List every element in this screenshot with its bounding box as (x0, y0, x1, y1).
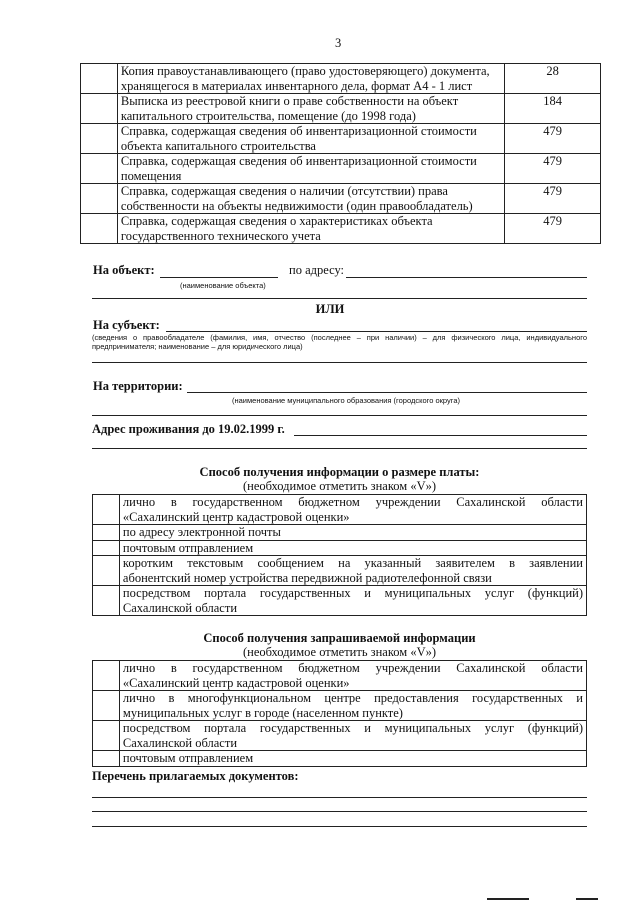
payment-option-text (119, 556, 586, 586)
payment-checkbox-cell[interactable] (93, 556, 120, 586)
attachments-line-1[interactable] (92, 797, 587, 798)
attachments-label: Перечень прилагаемых документов: (92, 769, 299, 783)
residence-line[interactable] (294, 435, 587, 436)
territory-line[interactable] (187, 392, 587, 393)
delivery-option-line1: посредством портала государственных и муниципальных услуг (функций) (122, 721, 583, 735)
fee-checkbox-cell[interactable] (81, 94, 118, 124)
delivery-option-text (119, 691, 586, 721)
fee-price: 184 (505, 94, 601, 124)
payment-method-title: Способ получения информации о размере платы: (199, 465, 480, 479)
territory-hint: (наименование муниципального образования (городского округа) (232, 396, 460, 405)
delivery-option-line2: Сахалинской области (122, 735, 238, 750)
fees-table (80, 63, 601, 244)
payment-option-row (93, 525, 587, 541)
payment-option-text (119, 586, 586, 616)
delivery-checkbox-cell[interactable] (93, 691, 120, 721)
territory-extra-line[interactable] (92, 415, 587, 416)
fee-service-text: Справка, содержащая сведения о наличии (отсутствии) права собственности на объекты недвижимости (один правообладатель) (117, 184, 504, 214)
fee-checkbox-cell[interactable] (81, 214, 118, 244)
residence-extra-line[interactable] (92, 448, 587, 449)
payment-option-line1: посредством портала государственных и муниципальных услуг (функций) (122, 586, 583, 600)
delivery-option-row (93, 691, 587, 721)
payment-option-line2: Сахалинской области (122, 600, 238, 615)
fee-row (81, 124, 601, 154)
fee-price: 479 (505, 184, 601, 214)
fee-service-text: Справка, содержащая сведения о характеристиках объекта государственного технического учета (117, 214, 504, 244)
delivery-method-subtitle: (необходимое отметить знаком «V») (242, 645, 437, 659)
fee-price: 479 (505, 214, 601, 244)
fee-service-text: Справка, содержащая сведения об инвентаризационной стоимости объекта капитального строительства (117, 124, 504, 154)
object-address-label: по адресу: (289, 263, 345, 277)
delivery-checkbox-cell[interactable] (93, 721, 120, 751)
delivery-checkbox-cell[interactable] (93, 751, 120, 767)
fee-price: 479 (505, 124, 601, 154)
payment-option-row (93, 586, 587, 616)
object-label: На объект: (93, 263, 155, 277)
object-hint: (наименование объекта) (180, 281, 266, 290)
subject-extra-line[interactable] (92, 362, 587, 363)
delivery-option-row (93, 751, 587, 767)
fee-row (81, 154, 601, 184)
delivery-option-line2: муниципальных услуг в городе (населенном пункте) (122, 705, 403, 720)
fee-row (81, 94, 601, 124)
payment-option-line1: почтовым отправлением (122, 540, 254, 555)
fee-service-text: Справка, содержащая сведения об инвентаризационной стоимости помещения (117, 154, 504, 184)
delivery-option-line1: почтовым отправлением (122, 751, 254, 765)
payment-option-text (119, 495, 586, 525)
payment-option-line1: коротким текстовым сообщением на указанный заявителем в заявлении (122, 556, 583, 570)
fee-checkbox-cell[interactable] (81, 64, 118, 94)
object-name-line[interactable] (160, 277, 278, 278)
fee-row (81, 214, 601, 244)
payment-method-table (92, 494, 587, 616)
payment-checkbox-cell[interactable] (93, 525, 120, 541)
payment-option-line2: «Сахалинский центр кадастровой оценки» (122, 509, 350, 524)
fee-row (81, 64, 601, 94)
delivery-option-row (93, 661, 587, 691)
footer-mark-1 (487, 898, 529, 900)
territory-label: На территории: (93, 379, 183, 393)
object-address-line[interactable] (346, 277, 587, 278)
fee-checkbox-cell[interactable] (81, 124, 118, 154)
fee-checkbox-cell[interactable] (81, 184, 118, 214)
payment-option-text (119, 540, 586, 556)
subject-line[interactable] (166, 331, 587, 332)
footer-mark-2 (576, 898, 598, 900)
or-label: ИЛИ (315, 302, 345, 316)
delivery-checkbox-cell[interactable] (93, 661, 120, 691)
fee-checkbox-cell[interactable] (81, 154, 118, 184)
fee-price: 479 (505, 154, 601, 184)
payment-option-row (93, 540, 587, 556)
payment-option-text (119, 525, 586, 541)
delivery-option-text (119, 661, 586, 691)
payment-checkbox-cell[interactable] (93, 586, 120, 616)
delivery-option-row (93, 721, 587, 751)
fee-row (81, 184, 601, 214)
fee-service-text: Копия правоустанавливающего (право удостоверяющего) документа, хранящегося в материалах инвентарного дела, формат А4 - 1 лист (117, 64, 504, 94)
delivery-option-text (119, 751, 586, 767)
payment-checkbox-cell[interactable] (93, 540, 120, 556)
payment-option-row (93, 556, 587, 586)
delivery-option-text (119, 721, 586, 751)
fee-price: 28 (505, 64, 601, 94)
fee-service-text: Выписка из реестровой книги о праве собственности на объект капитального строительства, помещение (до 1998 года) (117, 94, 504, 124)
payment-method-subtitle: (необходимое отметить знаком «V») (242, 479, 437, 493)
payment-option-line2: абонентский номер устройства передвижной радиотелефонной связи (122, 570, 492, 585)
delivery-method-table (92, 660, 587, 767)
payment-checkbox-cell[interactable] (93, 495, 120, 525)
payment-option-row (93, 495, 587, 525)
delivery-method-title: Способ получения запрашиваемой информации (203, 631, 476, 645)
delivery-option-line2: «Сахалинский центр кадастровой оценки» (122, 675, 350, 690)
attachments-line-3[interactable] (92, 826, 587, 827)
subject-label: На субъект: (93, 318, 160, 332)
subject-hint: (сведения о правообладателе (фамилия, имя, отчество (последнее – при наличии) – для физического лица, индивидуального предпринимателя; наименование – для юридического лица) (92, 333, 587, 351)
delivery-option-line1: лично в многофункциональном центре предоставления государственных и (122, 691, 583, 705)
delivery-option-line1: лично в государственном бюджетном учреждении Сахалинской области (122, 661, 583, 675)
payment-option-line1: лично в государственном бюджетном учреждении Сахалинской области (122, 495, 583, 509)
page-number: 3 (335, 36, 342, 50)
object-extra-line[interactable] (92, 298, 587, 299)
residence-label: Адрес проживания до 19.02.1999 г. (92, 422, 285, 436)
payment-option-line1: по адресу электронной почты (122, 525, 281, 539)
attachments-line-2[interactable] (92, 811, 587, 812)
